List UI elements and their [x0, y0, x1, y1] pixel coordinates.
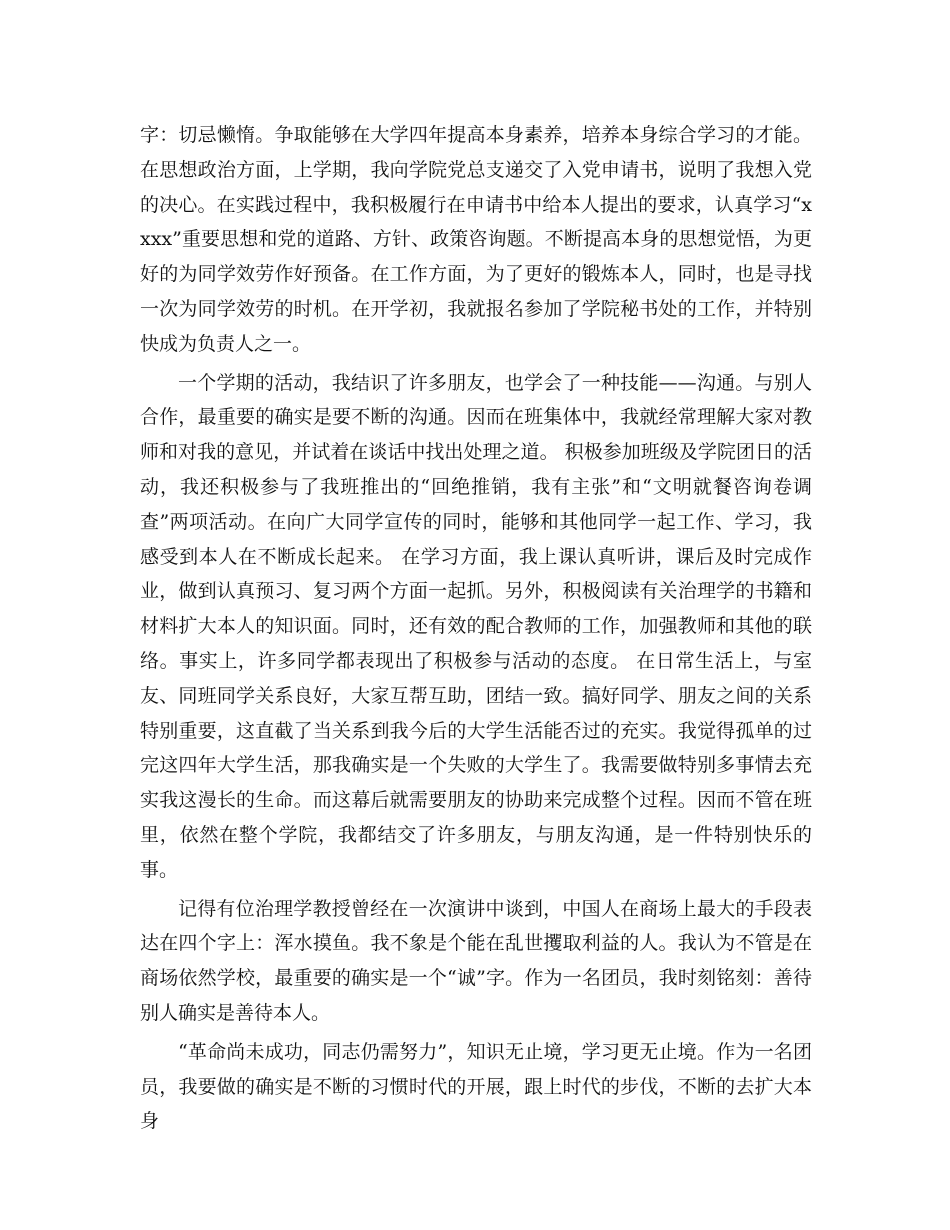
paragraph-4: “革命尚未成功，同志仍需努力”，知识无止境，学习更无止境。作为一名团员，我要做的确实是不断的习惯时代的开展，跟上时代的步伐，不断的去扩大本身 [140, 1040, 812, 1133]
paragraph-3: 记得有位治理学教授曾经在一次演讲中谈到，中国人在商场上最大的手段表达在四个字上：浑水摸鱼。我不象是个能在乱世攫取利益的人。我认为不管是在商场依然学校，最重要的确实是一个“诚”字。作为一名团员，我时刻铭刻：善待别人确实是善待本人。 [140, 897, 812, 1024]
paragraph-2: 一个学期的活动，我结识了许多朋友，也学会了一种技能——沟通。与别人合作，最重要的确实是要不断的沟通。因而在班集体中，我就经常理解大家对教师和对我的意见，并试着在谈话中找出处理之道。 积极参加班级及学院团日的活动，我还积极参与了我班推出的“回绝推销，我有主张”和“文明就餐咨询卷调查”两项活动。在向广大同学宣传的同时，能够和其他同学一起工作、学习，我感受到本人在不断成长起来。 在学习方面，我上课认真听讲，课后及时完成作业，做到认真预习、复习两个方面一起抓。另外，积极阅读有关治理学的书籍和材料扩大本人的知识面。同时，还有效的配合教师的工作，加强教师和其他的联络。事实上，许多同学都表现出了积极参与活动的态度。 在日常生活上，与室友、同班同学关系良好，大家互帮互助，团结一致。搞好同学、朋友之间的关系特别重要，这直截了当关系到我今后的大学生活能否过的充实。我觉得孤单的过完这四年大学生活，那我确实是一个失败的大学生了。我需要做特别多事情去充实我这漫长的生命。而这幕后就需要朋友的协助来完成整个过程。因而不管在班里，依然在整个学院，我都结交了许多朋友，与朋友沟通，是一件特别快乐的事。 [140, 371, 812, 881]
paragraph-1: 字：切忌懒惰。争取能够在大学四年提高本身素养，培养本身综合学习的才能。在思想政治方面，上学期，我向学院党总支递交了入党申请书，说明了我想入党的决心。在实践过程中，我积极履行在申请书中给本人提出的要求，认真学习“xxxx”重要思想和党的道路、方针、政策咨询题。不断提高本身的思想觉悟，为更好的为同学效劳作好预备。在工作方面，为了更好的锻炼本人，同时，也是寻找一次为同学效劳的时机。在开学初，我就报名参加了学院秘书处的工作，并特别快成为负责人之一。 [140, 124, 812, 355]
document-body [140, 118, 812, 1143]
